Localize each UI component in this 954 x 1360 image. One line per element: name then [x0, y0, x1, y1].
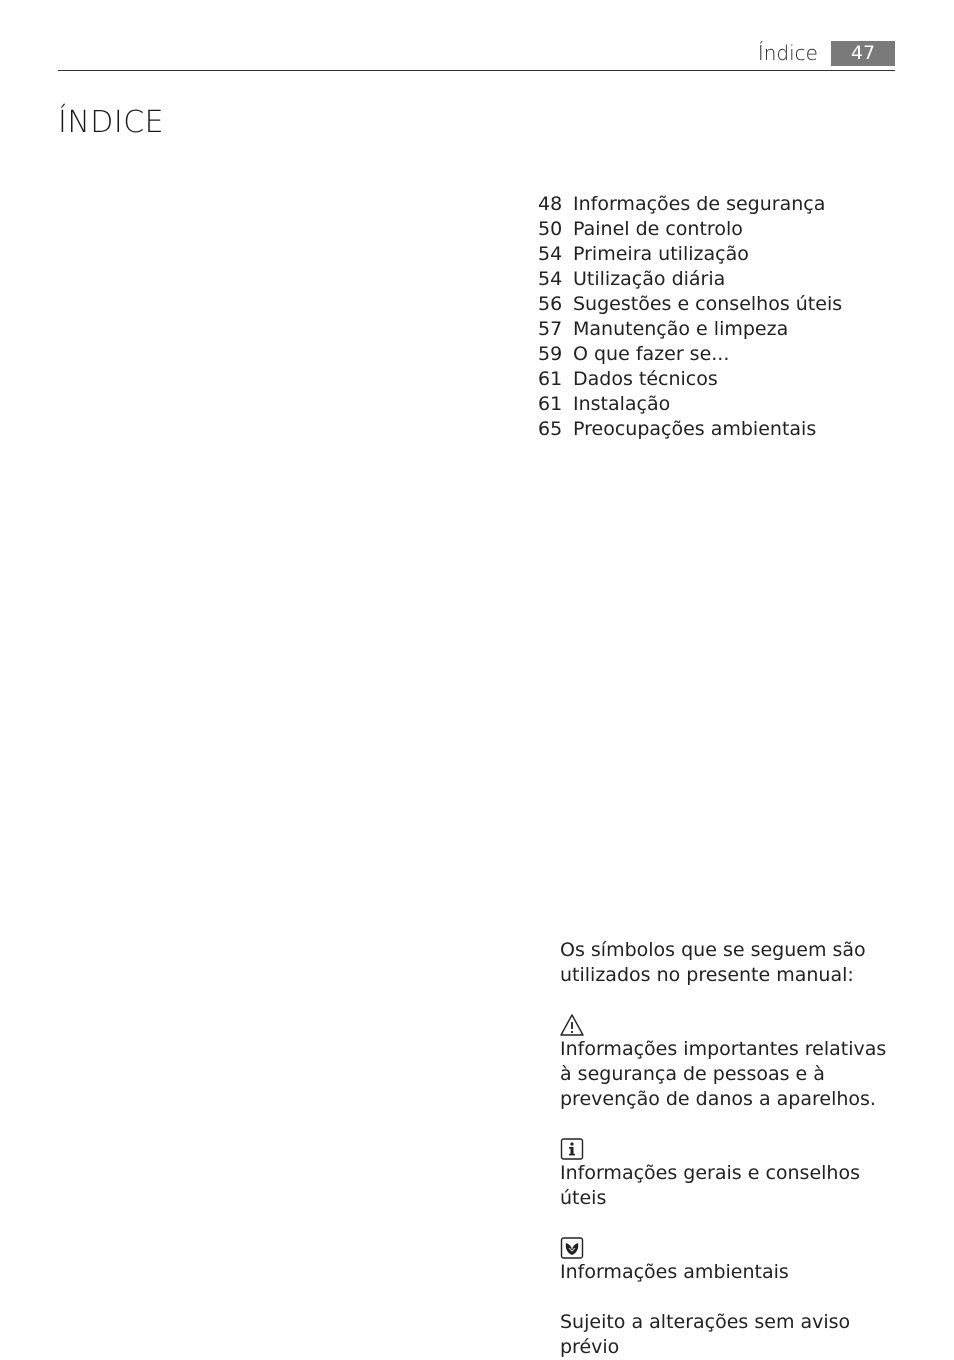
symbol-info-text: Informações gerais e conselhos úteis: [560, 1162, 860, 1209]
toc-label: Primeira utilização: [573, 243, 749, 265]
symbol-warning: [560, 1013, 900, 1112]
toc-item[interactable]: [538, 292, 842, 317]
page-title: ÍNDICE: [58, 105, 165, 140]
toc-page-number: 56: [538, 293, 563, 315]
info-icon: [560, 1137, 900, 1161]
symbol-info: [560, 1137, 900, 1211]
toc-item[interactable]: [538, 267, 842, 292]
toc-item[interactable]: [538, 392, 842, 417]
toc-label: Preocupações ambientais: [573, 418, 817, 440]
toc-label: O que fazer se...: [573, 343, 730, 365]
toc-label: Painel de controlo: [573, 218, 743, 240]
toc-item[interactable]: [538, 367, 842, 392]
symbols-legend: [560, 938, 900, 1360]
symbols-footer-note: Sujeito a alterações sem aviso prévio: [560, 1311, 851, 1358]
header-section-label: Índice: [757, 41, 818, 65]
toc-label: Utilização diária: [573, 268, 726, 290]
toc-label: Informações de segurança: [573, 193, 826, 215]
toc-item[interactable]: [538, 317, 842, 342]
symbol-warning-text: Informações importantes relativas à segurança de pessoas e à prevenção de danos a aparelhos.: [560, 1038, 887, 1110]
toc-label: Dados técnicos: [573, 368, 718, 390]
toc-page-number: 65: [538, 418, 563, 440]
page-number-badge: 47: [831, 41, 895, 66]
toc-label: Manutenção e limpeza: [573, 318, 789, 340]
environment-icon: [560, 1236, 900, 1260]
toc-item[interactable]: [538, 217, 842, 242]
header-divider: [58, 70, 895, 71]
toc-page-number: 54: [538, 268, 563, 290]
symbol-environment: [560, 1236, 900, 1285]
toc-page-number: 48: [538, 193, 563, 215]
toc-page-number: 50: [538, 218, 563, 240]
toc-page-number: 57: [538, 318, 563, 340]
toc-item[interactable]: [538, 192, 842, 217]
toc-page-number: 54: [538, 243, 563, 265]
toc-item[interactable]: [538, 342, 842, 367]
toc-page-number: 59: [538, 343, 563, 365]
table-of-contents: [538, 192, 842, 442]
warning-triangle-icon: [560, 1013, 900, 1037]
toc-page-number: 61: [538, 393, 563, 415]
symbol-environment-text: Informações ambientais: [560, 1261, 789, 1283]
toc-page-number: 61: [538, 368, 563, 390]
toc-item[interactable]: [538, 417, 842, 442]
toc-item[interactable]: [538, 242, 842, 267]
symbols-intro: Os símbolos que se seguem são utilizados no presente manual:: [560, 939, 866, 986]
toc-label: Sugestões e conselhos úteis: [573, 293, 843, 315]
toc-label: Instalação: [573, 393, 671, 415]
